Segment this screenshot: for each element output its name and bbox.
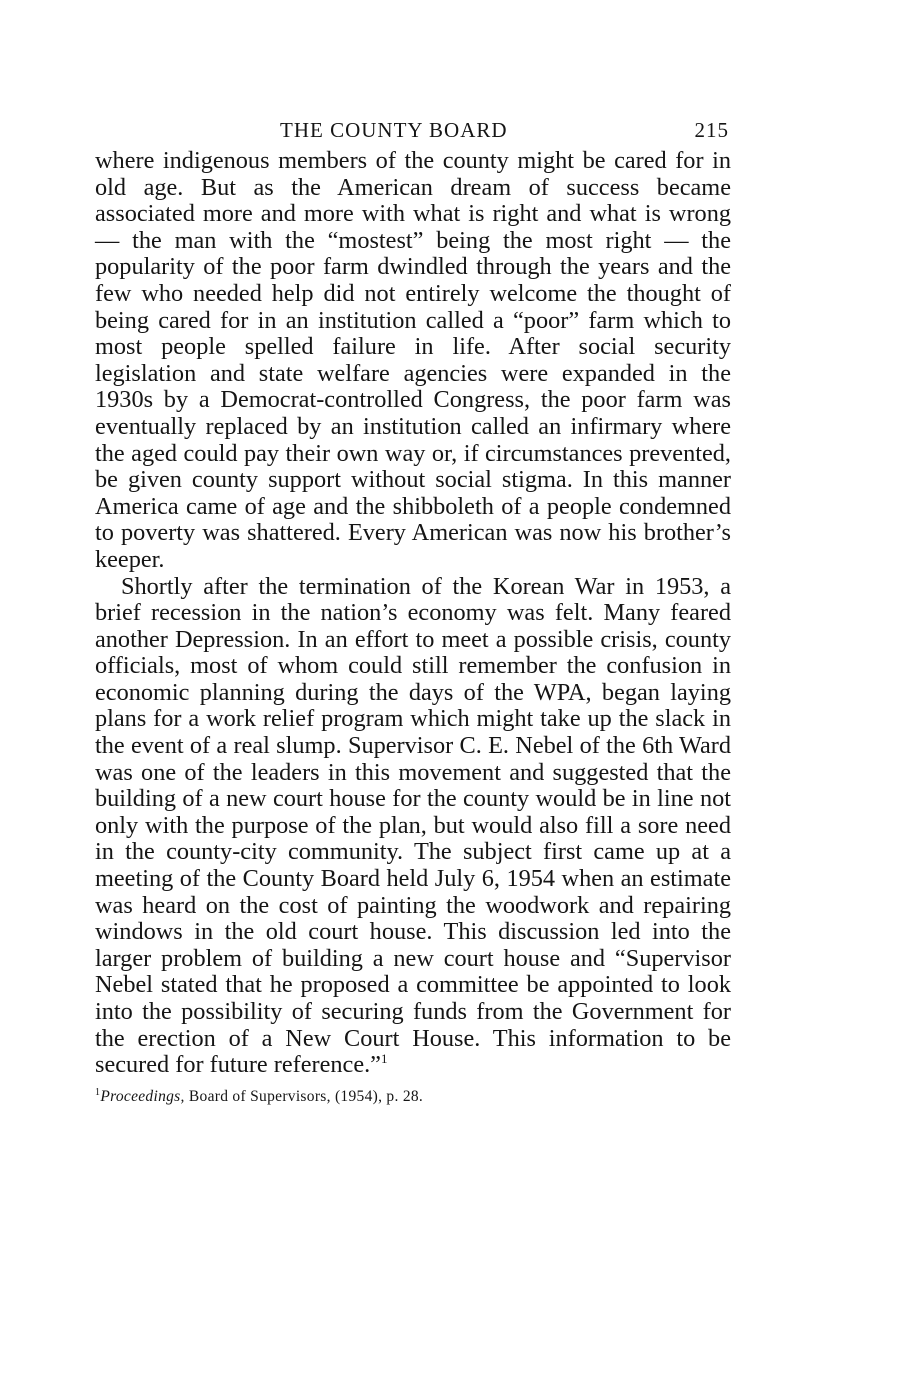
footnote-source: Proceedings,: [100, 1087, 185, 1105]
footnote: [95, 1087, 731, 1107]
paragraph: [95, 574, 731, 1079]
footnote-text: Board of Supervisors, (1954), p. 28.: [184, 1087, 424, 1105]
paragraph-text: Shortly after the termination of the Korean War in 1953, a brief recession in the nation’s economy was felt. Many feared another Depression. In an effort to meet a possible crisis, county officials, most of whom could still remember the confusion in economic planning during the days of the WPA, began laying plans for a work relief program which might take up the slack in the event of a real slump. Supervisor C. E. Nebel of the 6th Ward was one of the leaders in this movement and suggested that the building of a new court house for the county would be in line not only with the purpose of the plan, but would also fill a sore need in the county-city community. The subject first came up at a meeting of the County Board held July 6, 1954 when an estimate was heard on the cost of painting the woodwork and repairing windows in the old court house. This discussion led into the larger problem of building a new court house and “Supervisor Nebel stated that he proposed a committee be appointed to look into the possibility of securing funds from the Government for the erection of a New Court House. This information to be secured for future reference.”: [95, 572, 731, 1079]
running-head: [95, 112, 731, 148]
paragraph: where indigenous members of the county might be cared for in old age. But as the American dream of success became associated more and more with what is right and what is wrong — the man with the “mostest” being the most right — the popularity of the poor farm dwindled through the years and the few who needed help did not entirely welcome the thought of being cared for in an institution called a “poor” farm which to most people spelled failure in life. After social security legislation and state welfare agencies were expanded in the 1930s by a Democrat-controlled Congress, the poor farm was eventually replaced by an institution called an infirmary where the aged could pay their own way or, if circumstances prevented, be given county support without social stigma. In this manner America came of age and the shibboleth of a people condemned to poverty was shattered. Every American was now his brother’s keeper.: [95, 147, 731, 573]
page-number: 215: [694, 118, 729, 142]
body-text: [95, 148, 731, 1079]
book-page: [95, 112, 731, 1107]
footnote-reference[interactable]: 1: [380, 1051, 388, 1067]
chapter-title: THE COUNTY BOARD: [280, 118, 508, 142]
footnote-mark: 1: [95, 1086, 101, 1098]
